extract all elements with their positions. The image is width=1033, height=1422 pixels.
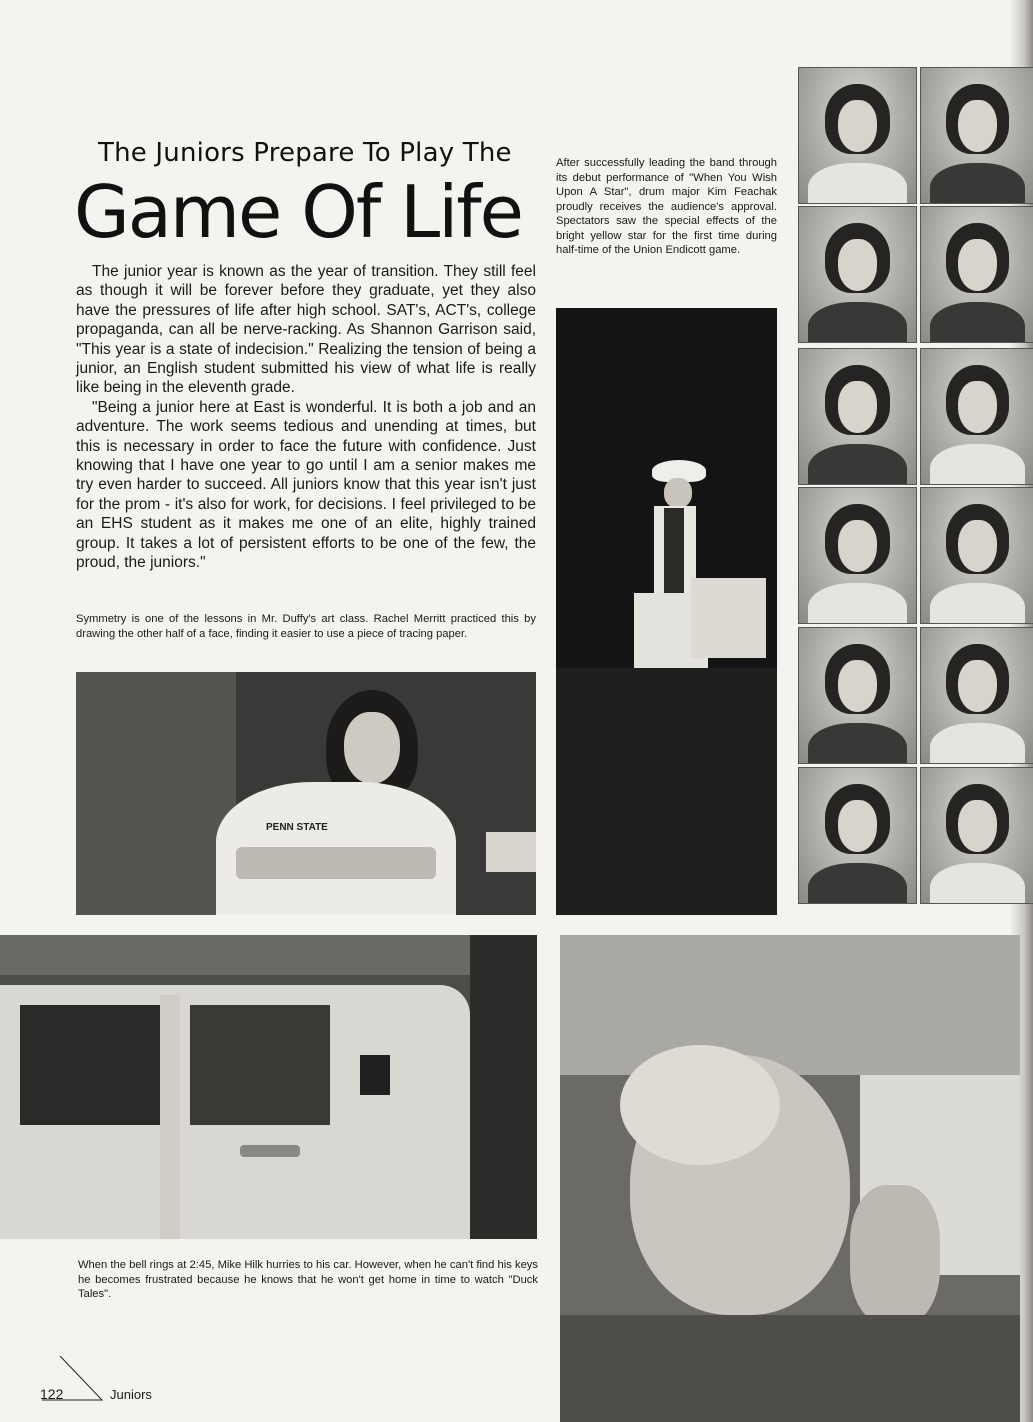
car-caption: When the bell rings at 2:45, Mike Hilk hurries to his car. However, when he can't find his keys he becomes frustrated because he knows that he won't get home in time to watch "Duck Tales". xyxy=(78,1259,538,1300)
student-portrait xyxy=(798,487,917,624)
student-portrait xyxy=(798,348,917,485)
student-photo xyxy=(560,935,1020,1422)
student-portrait xyxy=(798,627,917,764)
student-portrait xyxy=(798,767,917,904)
art-class-caption: Symmetry is one of the lessons in Mr. Duffy's art class. Rachel Merritt practiced this by drawing the other half of a face, finding it easier to use a piece of tracing paper. xyxy=(76,613,536,640)
headline-kicker: The Juniors Prepare To Play The xyxy=(98,138,512,168)
band-caption: After successfully leading the band through its debut performance of "When You Wish Upon A Star", drum major Kim Feachak proudly receives the audience's approval. Spectators saw the special effects of the bright yellow star for the first time during half-time of the Union Endicott game. xyxy=(556,157,777,256)
student-portrait xyxy=(798,67,917,204)
section-label: Juniors xyxy=(110,1387,152,1402)
art-class-photo xyxy=(76,672,536,915)
article-paragraph: The junior year is known as the year of transition. They still feel as though it will be forever before they graduate, yet they also have the pressures of life after high school. SAT's, ACT's, college propaganda, can all be nerve-racking. As Shannon Garrison said, "This year is a state of indecision." Realizing the tension of being a junior, an English student submitted his view of what life is really like being in the eleventh grade. xyxy=(76,263,536,397)
drum-major-photo xyxy=(556,308,777,915)
student-portrait xyxy=(920,348,1033,485)
car-photo xyxy=(0,935,537,1239)
page-number: 122 xyxy=(40,1386,64,1402)
sweatshirt-text: PENN STATE xyxy=(266,822,328,833)
page-headline: Game Of Life xyxy=(74,170,522,254)
student-portrait xyxy=(920,206,1033,343)
student-portrait xyxy=(920,627,1033,764)
student-portrait xyxy=(798,206,917,343)
student-portrait xyxy=(920,67,1033,204)
student-portrait xyxy=(920,487,1033,624)
article-body xyxy=(76,262,536,573)
student-portrait xyxy=(920,767,1033,904)
article-paragraph: "Being a junior here at East is wonderful. It is both a job and an adventure. The work seems tedious and unending at times, but this is necessary in order to face the future with confidence. Just knowing that I have one year to go until I am a senior makes me try even harder to succeed. All juniors know that this year isn't just for the prom - it's also for work, for decisions. I feel privileged to be an EHS student as it makes me one of an elite, highly trained group. It takes a lot of persistent efforts to be one of the few, the proud, the juniors." xyxy=(76,398,536,572)
